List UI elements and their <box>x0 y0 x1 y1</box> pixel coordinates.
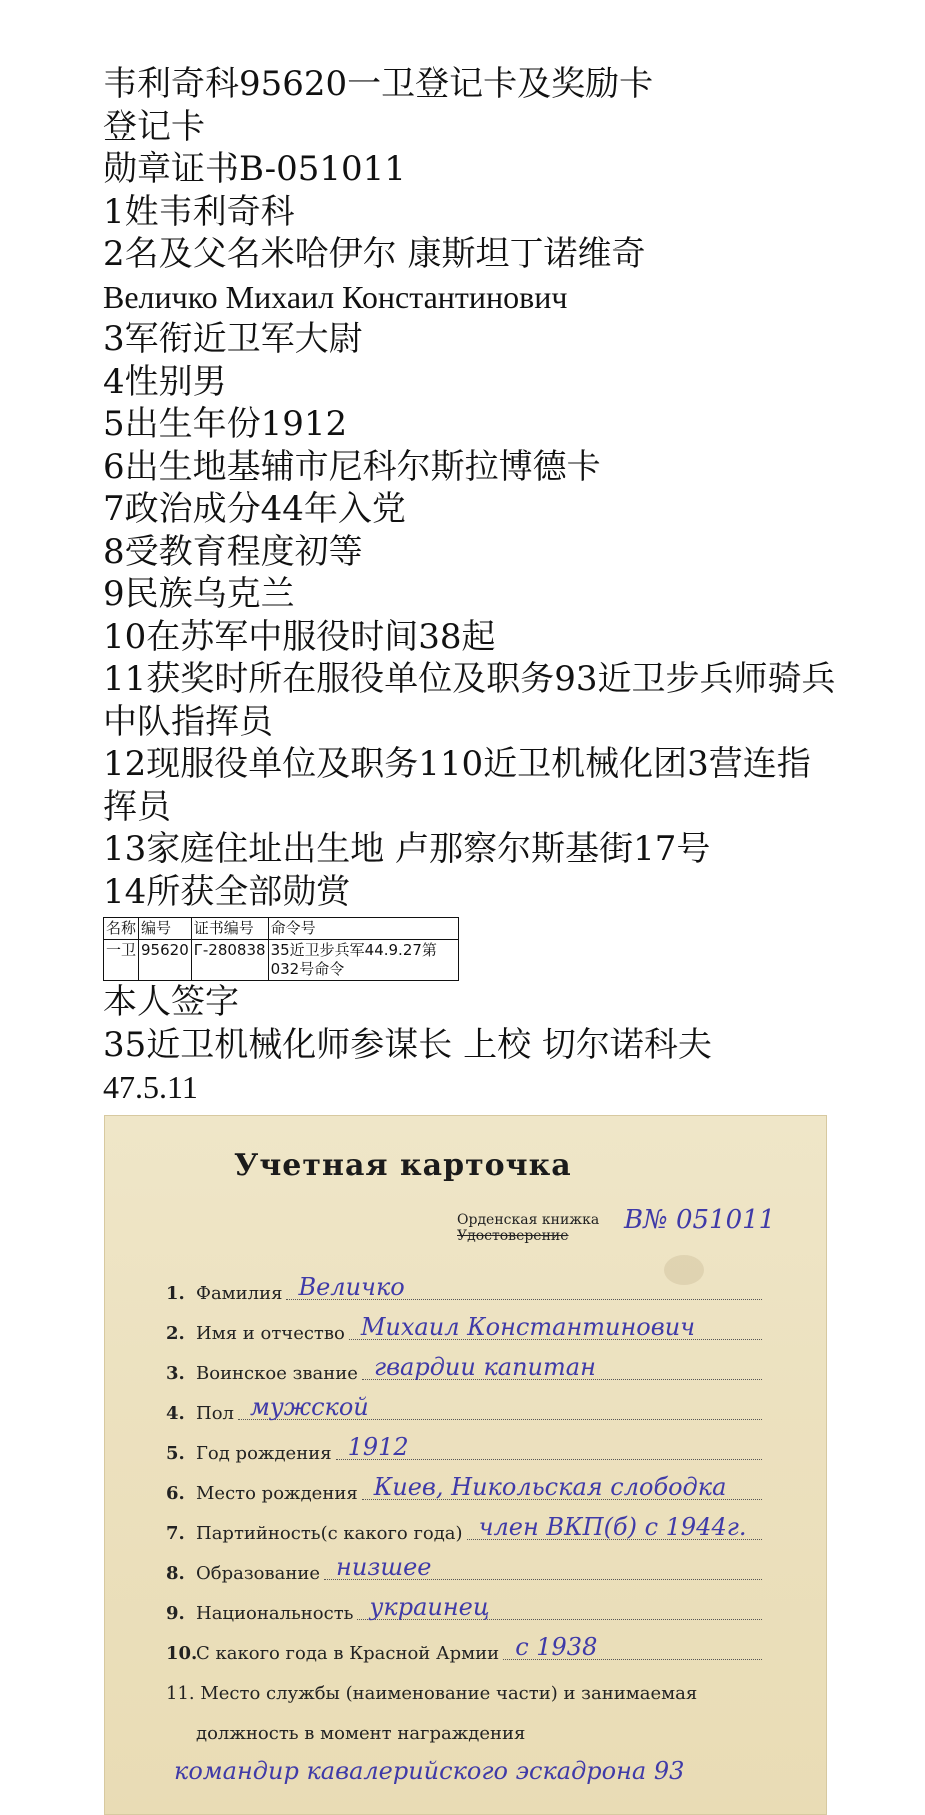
field-unit-at-award: 11获奖时所在服役单位及职务93近卫步兵师骑兵中队指挥员 <box>103 659 836 742</box>
scan-row-value: 1912 <box>347 1433 409 1461</box>
scan-row-num: 10. <box>166 1643 198 1664</box>
scan-row-label: Воинское звание <box>196 1363 358 1384</box>
scan-row <box>166 1393 766 1424</box>
scan-row <box>166 1273 766 1304</box>
scan-booklet-label <box>457 1212 599 1244</box>
field-education: 8受教育程度初等 <box>103 531 363 572</box>
dotted-line <box>336 1433 762 1461</box>
dotted-line <box>324 1553 762 1581</box>
scan-title: Учетная карточка <box>234 1148 572 1183</box>
dotted-line <box>286 1273 762 1301</box>
scan-row-value: низшее <box>336 1553 432 1581</box>
scan-row <box>166 1433 766 1464</box>
scan-row-11-cont: должность в момент награждения <box>196 1723 526 1744</box>
dotted-line <box>238 1393 762 1421</box>
dotted-line <box>357 1593 762 1621</box>
scan-row-num: 3. <box>166 1363 185 1384</box>
scan-row-value: член ВКП(б) с 1944г. <box>478 1513 747 1541</box>
scan-row-num: 8. <box>166 1563 185 1584</box>
scan-row-label: Партийность(с какого года) <box>196 1523 463 1544</box>
scan-booklet-number: В№ 051011 <box>624 1205 776 1235</box>
scan-row <box>166 1353 766 1384</box>
scan-row-value: мужской <box>249 1393 369 1421</box>
awards-header-row <box>104 918 459 940</box>
field-rank: 3军衔近卫军大尉 <box>103 319 363 359</box>
field-service-since: 10在苏军中服役时间38起 <box>103 616 496 657</box>
award-name-cell: 一卫 <box>104 940 139 981</box>
signature-label: 本人签字 <box>103 982 239 1022</box>
scan-row <box>166 1473 766 1504</box>
dotted-line <box>362 1353 762 1381</box>
signer: 35近卫机械化师参谋长 上校 切尔诺科夫 <box>103 1024 712 1065</box>
awards-header-certificate: 证书编号 <box>191 918 268 940</box>
scan-row-label: Имя и отчество <box>196 1323 345 1344</box>
scan-row-value: Михаил Константинович <box>360 1313 696 1341</box>
scan-booklet-struck: Удостоверение <box>457 1228 569 1244</box>
field-address: 13家庭住址出生地 卢那察尔斯基街17号 <box>103 829 711 869</box>
scan-row-num: 7. <box>166 1523 185 1544</box>
award-certificate-cell: Г-280838 <box>191 940 268 981</box>
scan-row-num: 6. <box>166 1483 185 1504</box>
scan-row-label: Место рождения <box>196 1483 358 1504</box>
full-name-russian: Величко Михаил Константинович <box>103 278 568 315</box>
scan-row-label: С какого года в Красной Армии <box>196 1643 500 1664</box>
awards-header-name: 名称 <box>104 918 139 940</box>
dotted-line <box>503 1633 762 1661</box>
award-number-cell: 95620 <box>139 940 192 981</box>
signature-date: 47.5.11 <box>103 1069 198 1105</box>
booklet-field: 勋章证书B-051011 <box>103 149 406 189</box>
scan-row-label: Национальность <box>196 1603 354 1624</box>
scan-row-label: Год рождения <box>196 1443 332 1464</box>
scan-row-label: Пол <box>196 1403 234 1424</box>
scan-row-num: 1. <box>166 1283 185 1304</box>
scan-row <box>166 1313 766 1344</box>
scan-row-label: Образование <box>196 1563 321 1584</box>
scan-row-num: 4. <box>166 1403 185 1424</box>
dotted-line <box>349 1313 762 1341</box>
document-title: 韦利奇科95620一卫登记卡及奖励卡 <box>103 64 654 104</box>
scan-row <box>166 1593 766 1624</box>
scan-booklet-text: Орденская книжка <box>457 1212 600 1228</box>
scanned-card-image <box>104 1115 827 1815</box>
table-row <box>104 940 459 981</box>
field-birth-year: 5出生年份1912 <box>103 404 348 444</box>
paper-stain <box>664 1255 704 1285</box>
scan-row-label: Фамилия <box>196 1283 283 1304</box>
field-all-awards: 14所获全部勋赏 <box>103 871 351 912</box>
field-party: 7政治成分44年入党 <box>103 489 406 529</box>
field-surname: 1姓韦利奇科 <box>103 191 295 232</box>
scan-row-value: гвардии капитан <box>373 1353 596 1381</box>
scan-row <box>166 1513 766 1544</box>
awards-header-order: 命令号 <box>268 918 458 940</box>
scan-row-num: 5. <box>166 1443 185 1464</box>
dotted-line <box>362 1473 762 1501</box>
scan-row-num: 2. <box>166 1323 185 1344</box>
awards-header-number: 编号 <box>139 918 192 940</box>
field-nationality: 9民族乌克兰 <box>103 574 295 614</box>
field-birthplace: 6出生地基辅市尼科尔斯拉博德卡 <box>103 446 601 487</box>
award-order-cell: 35近卫步兵军44.9.27第032号命令 <box>268 940 458 981</box>
scan-row-value: Киев, Никольская слободка <box>373 1473 727 1501</box>
dotted-line <box>467 1513 762 1541</box>
scan-row-value: с 1938 <box>515 1633 598 1661</box>
scan-row-num: 9. <box>166 1603 185 1624</box>
scan-row-11: 11. Место службы (наименование части) и занимаемая <box>166 1683 698 1704</box>
awards-table <box>103 917 459 981</box>
scan-row <box>166 1633 766 1664</box>
field-sex: 4性别男 <box>103 361 227 402</box>
scan-row <box>166 1553 766 1584</box>
field-current-unit: 12现服役单位及职务110近卫机械化团3营连指挥员 <box>103 744 811 827</box>
card-heading: 登记卡 <box>103 106 205 147</box>
field-name-patronymic: 2名及父名米哈伊尔 康斯坦丁诺维奇 <box>103 234 646 274</box>
scan-row-11-value: командир кавалерийского эскадрона 93 <box>174 1757 685 1785</box>
scan-row-value: Величко <box>298 1273 405 1301</box>
transcription <box>103 63 843 1109</box>
scan-row-value: украинец <box>369 1593 490 1621</box>
